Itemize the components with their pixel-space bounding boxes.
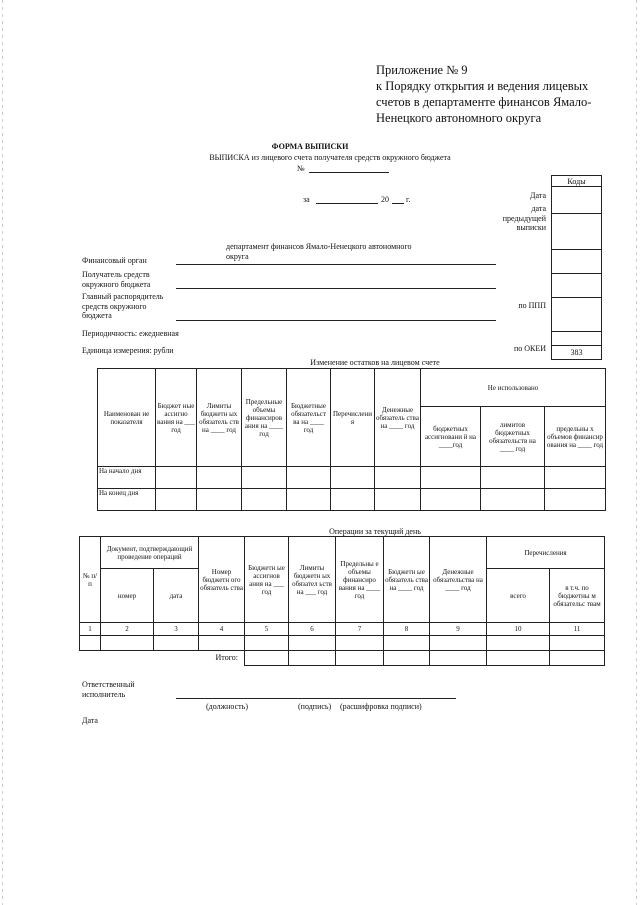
th-unused-max: предельны х объемов финансир ования на ____ год [545, 407, 606, 467]
codes-column [551, 175, 602, 360]
row-label-end: На конец дня [98, 489, 156, 511]
code-okei: 383 [551, 346, 602, 360]
appendix-line: Приложение № 9 [376, 63, 468, 77]
code-date [551, 187, 602, 214]
fin-organ-line [176, 264, 496, 265]
th-limits: Лимиты бюджетн ых обязатель ств на ____ год [197, 369, 242, 467]
code-periodicity [551, 332, 602, 346]
column-numbers-row [80, 623, 605, 636]
year-prefix: 20 [381, 195, 389, 204]
th-budget-alloc: Бюджет ные ассигно вания на ___ год [156, 369, 197, 467]
number-label: № [297, 164, 305, 173]
th-doc: Документ, подтверждающий проведение операций [101, 537, 199, 569]
fin-organ-value: департамент финансов Ямало-Ненецкого автономного округа [226, 242, 412, 261]
col-num: 6 [289, 623, 336, 636]
responsible-label: Ответственный исполнитель [82, 680, 135, 699]
col-num: 1 [80, 623, 101, 636]
recipient-label: Получатель средств окружного бюджета [82, 270, 151, 289]
balance-table [97, 368, 606, 511]
appendix-line: Ненецкого автономного округа [376, 111, 542, 125]
form-subtitle: ВЫПИСКА из лицевого счета получателя средств окружного бюджета [209, 153, 451, 162]
position-caption: (должность) [206, 702, 248, 711]
th-unused-limits: лимитов бюджетных обязательств на ____ год [481, 407, 545, 467]
unit: Единица измерения: рубли [82, 346, 174, 355]
form-title: ФОРМА ВЫПИСКИ [271, 142, 349, 151]
date-prefix: за [303, 195, 310, 204]
th-total: всего [487, 569, 550, 623]
th-money-oblig: Денежные обязательства на ____ год [430, 537, 487, 623]
manager-label: Главный распорядитель средств окружного бюджета [82, 292, 164, 320]
th-doc-date: дата [154, 569, 199, 623]
code-recipient [551, 274, 602, 298]
code-prev-date [551, 214, 602, 250]
date-label: Дата [82, 716, 98, 725]
decrypt-caption: (расшифровка подписи) [340, 702, 422, 711]
code-ppp [551, 298, 602, 332]
th-transfers: Перечисления [487, 537, 605, 569]
th-limits: Лимиты бюджетн ых обязател ьств на ___ год [289, 537, 336, 623]
recipient-line [176, 288, 496, 289]
col-num: 7 [336, 623, 384, 636]
operations-table [79, 536, 605, 666]
periodicity: Периодичность: ежедневная [82, 329, 179, 338]
th-doc-num: номер [101, 569, 154, 623]
code-date-label: Дата [530, 191, 546, 200]
ppp-label: по ППП [518, 301, 546, 310]
th-name: Наименован ие показателя [98, 369, 156, 467]
col-num: 4 [199, 623, 245, 636]
appendix-line: к Порядку открытия и ведения лицевых [376, 79, 589, 93]
okei-label: по ОКЕИ [513, 344, 546, 353]
total-row [80, 651, 605, 666]
th-unused-alloc: бюджетных ассигновани й на ____год [421, 407, 481, 467]
th-budget-oblig: Бюджетные обязательст ва на ____ год [287, 369, 331, 467]
appendix-line: счетов в департаменте финансов Ямало- [376, 95, 592, 109]
col-num: 9 [430, 623, 487, 636]
col-num: 3 [154, 623, 199, 636]
table1-title: Изменение остатков на лицевом счете [310, 358, 440, 367]
row-label-start: На начало дня [98, 467, 156, 489]
col-num: 10 [487, 623, 550, 636]
th-max-funding: Предельные объемы финансиров ания на ____ год [242, 369, 287, 467]
table-row [98, 467, 606, 489]
year-suffix: г. [406, 195, 411, 204]
appendix-header [376, 62, 626, 126]
th-money-oblig: Денежные обязатель ства на ____ год [375, 369, 421, 467]
fin-organ-label: Финансовый орган [82, 256, 147, 265]
col-num: 8 [384, 623, 430, 636]
sign-caption: (подпись) [298, 702, 332, 711]
table-row [80, 636, 605, 651]
date-line [316, 203, 378, 204]
number-line [309, 172, 389, 173]
table-row [98, 489, 606, 511]
th-transfers: Перечислени я [331, 369, 375, 467]
th-unused: Не использовано [421, 369, 606, 407]
scan-edge-left [2, 0, 3, 905]
table2-title: Операции за текущий день [329, 527, 421, 536]
prev-date-label: дата предыдущей выписки [502, 204, 546, 232]
th-budget-alloc: Бюджетн ые ассигнов ания на ___ год [245, 537, 289, 623]
code-fin-organ [551, 250, 602, 274]
col-num: 11 [550, 623, 605, 636]
th-max-funding: Предельны е объемы финансиро вания на ____ год [336, 537, 384, 623]
th-oblig-num: Номер бюджетн ого обязатель ства [199, 537, 245, 623]
col-num: 2 [101, 623, 154, 636]
th-incl: в т.ч. по бюджетны м обязательс твам [550, 569, 605, 623]
scan-edge-right [636, 0, 637, 905]
col-num: 5 [245, 623, 289, 636]
year-line [392, 203, 404, 204]
th-num: № п/ п [80, 537, 101, 623]
signature-line [176, 698, 456, 699]
th-budget-oblig: Бюджетн ые обязатель ства на ____ год [384, 537, 430, 623]
total-label: Итого: [80, 651, 245, 666]
codes-header: Коды [551, 175, 602, 187]
manager-line [176, 320, 496, 321]
